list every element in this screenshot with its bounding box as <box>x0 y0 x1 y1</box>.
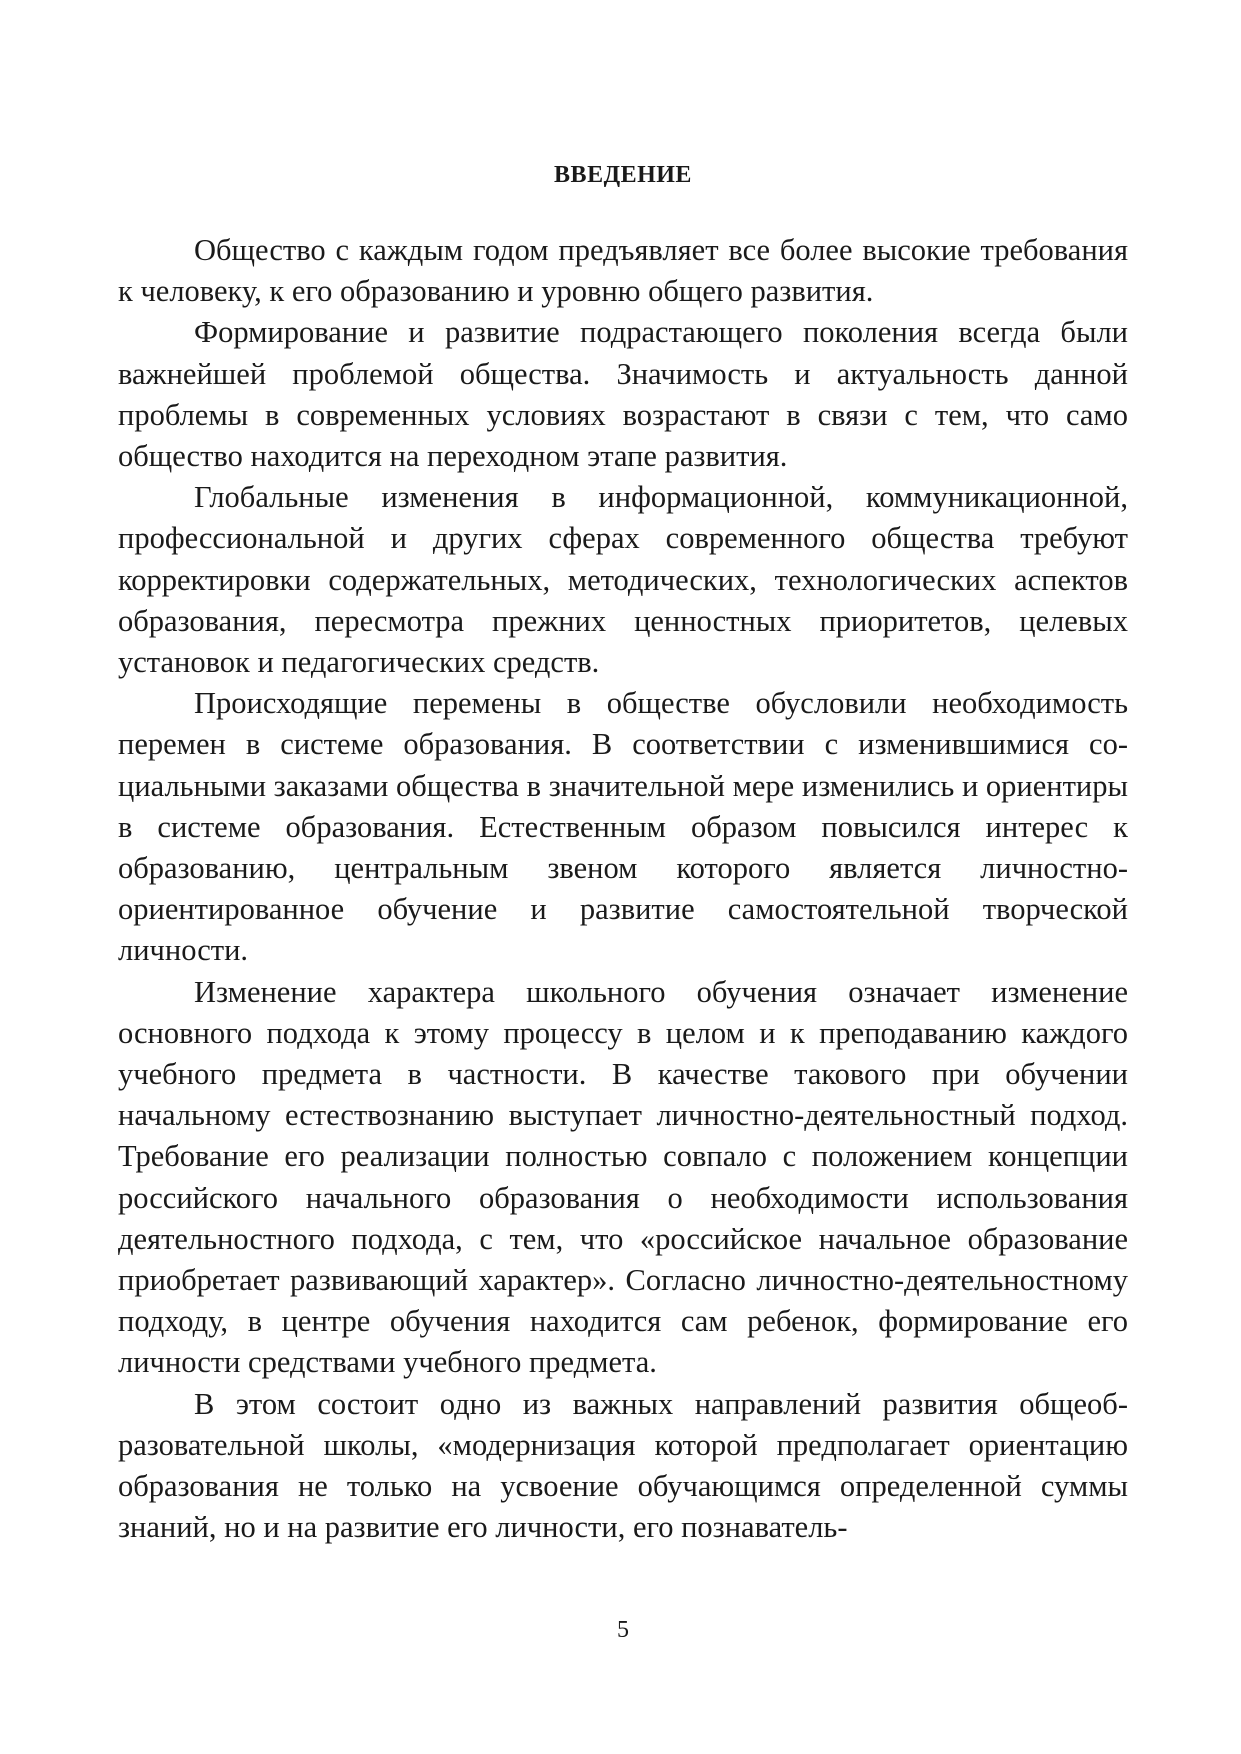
body-text <box>118 230 1128 1549</box>
paragraph: Глобальные изменения в информационной, коммуникационной, профессиональной и других сферах современного общества требуют корректировки содержательных, методических, технологических аспектов образования, пересмотра прежних ценностных приоритетов, целевых установок и педагогических средств. <box>118 480 1128 680</box>
paragraph: Формирование и развитие подрастающего поколения всегда были важнейшей проблемой общества. Значимость и актуальность данной проблемы в современных условиях возрастают в связи с тем, что само общество находится на переходном этапе развития. <box>118 315 1128 474</box>
paragraph: Общество с каждым годом предъявляет все более высокие требования к человеку, к его образованию и уровню общего развития. <box>118 233 1128 309</box>
paragraph: Происходящие перемены в обществе обусловили необходимость перемен в системе образования. В соответствии с изменившимися социальными заказами общества в значительной мере изменились и ориентиры в системе образования. Естественным образом повысился интерес к образованию, центральным звеном которого является личностно-ориентированное обучение и развитие самостоятельной творческой личности. <box>118 686 1128 968</box>
paragraph: В этом состоит одно из важных направлений развития общеобразовательной школы, «модернизация которой предполагает ориентацию образования не только на усвоение обучающимся определенной суммы знаний, но и на развитие его личности, его познаватель- <box>118 1386 1128 1545</box>
page-number: 5 <box>617 1617 629 1643</box>
section-heading: ВВЕДЕНИЕ <box>554 162 692 188</box>
paragraph: Изменение характера школьного обучения означает изменение основного подхода к этому процессу в целом и к преподаванию каждого учебного предмета в частности. В качестве такового при обучении начальному естествознанию выступает личностно-деятельностный подход. Требование его реализации полностью совпало с положением концепции российского начального образования о необходимости использования деятельностного подхода, с тем, что «российское начальное образование приобретает развивающий характер». Согласно личностно-деятельностному подходу, в центре обучения находится сам ребенок, формирование его личности средствами учебного предмета. <box>118 974 1128 1380</box>
